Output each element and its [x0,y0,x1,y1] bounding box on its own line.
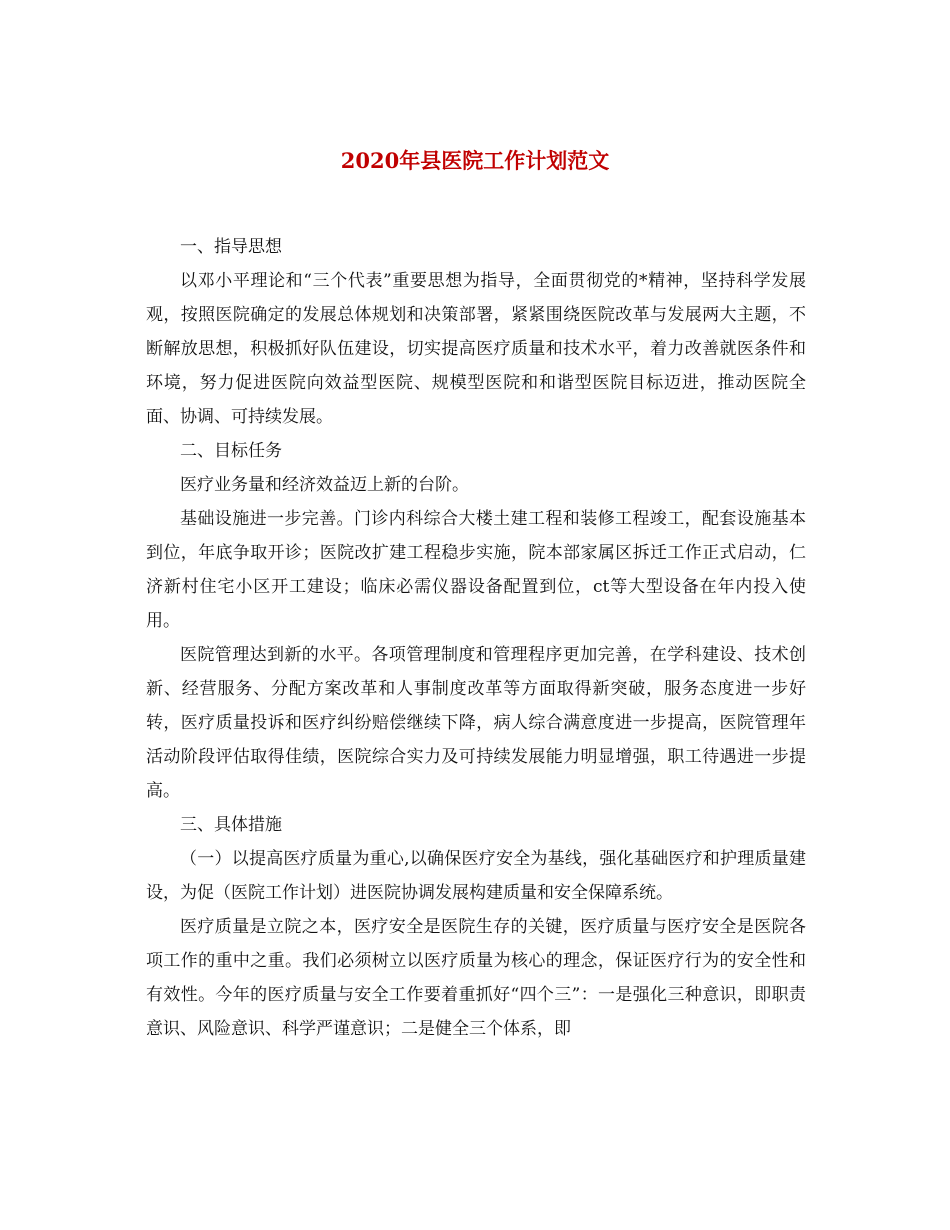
document-body [146,230,806,1046]
document-title: 2020年县医院工作计划范文 [340,148,610,173]
paragraph-goal-management: 医院管理达到新的水平。各项管理制度和管理程序更加完善，在学科建设、技术创新、经营服务、分配方案改革和人事制度改革等方面取得新突破，服务态度进一步好转，医疗质量投诉和医疗纠纷赔偿继续下降，病人综合满意度进一步提高，医院管理年活动阶段评估取得佳绩，医院综合实力及可持续发展能力明显增强，职工待遇进一步提高。 [146,645,806,801]
paragraph-measure-1: （一）以提高医疗质量为重心,以确保医疗安全为基线，强化基础医疗和护理质量建设，为促（医院工作计划）进医院协调发展构建质量和安全保障系统。 [146,849,806,903]
paragraph-guiding-ideology: 以邓小平理论和“三个代表”重要思想为指导，全面贯彻党的*精神，坚持科学发展观，按照医院确定的发展总体规划和决策部署，紧紧围绕医院改革与发展两大主题，不断解放思想，积极抓好队伍建设，切实提高医疗质量和技术水平，着力改善就医条件和环境，努力促进医院向效益型医院、规模型医院和和谐型医院目标迈进，推动医院全面、协调、可持续发展。 [146,271,806,427]
paragraph-goal-infrastructure: 基础设施进一步完善。门诊内科综合大楼土建工程和装修工程竣工，配套设施基本到位，年底争取开诊；医院改扩建工程稳步实施，院本部家属区拆迁工作正式启动，仁济新村住宅小区开工建设；临床必需仪器设备配置到位，ct等大型设备在年内投入使用。 [146,509,806,631]
paragraph-medical-quality: 医疗质量是立院之本，医疗安全是医院生存的关键，医疗质量与医疗安全是医院各项工作的重中之重。我们必须树立以医疗质量为核心的理念，保证医疗行为的安全性和有效性。今年的医疗质量与安全工作要着重抓好“四个三”：一是强化三种意识，即职责意识、风险意识、科学严谨意识；二是健全三个体系，即 [146,917,806,1039]
section-heading-goals: 二、目标任务 [180,441,282,461]
paragraph-goal-business: 医疗业务量和经济效益迈上新的台阶。 [180,475,469,495]
section-heading-measures: 三、具体措施 [180,815,282,835]
section-heading-guiding-ideology: 一、指导思想 [180,237,282,257]
